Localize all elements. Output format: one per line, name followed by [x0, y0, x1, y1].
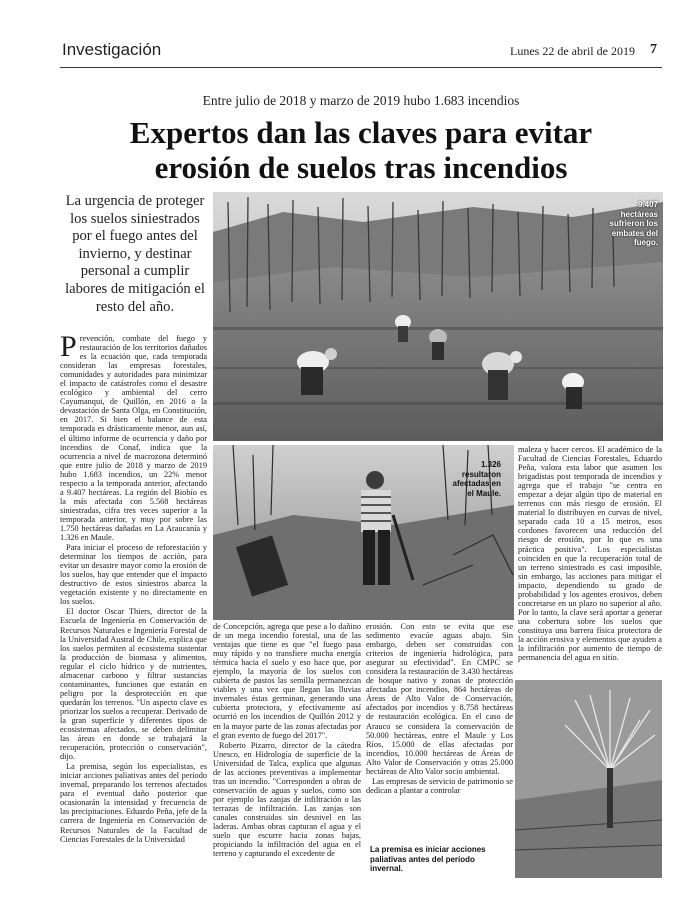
- bottom-photo: [515, 680, 662, 878]
- drop-cap: P: [60, 334, 77, 363]
- body-column-1: [60, 334, 207, 884]
- subhead: La urgencia de proteger los suelos siniestrados por el fuego antes del invierno, y destinar personal a cumplir labores de mitigación el resto del año.: [65, 193, 205, 315]
- body-column-2: [213, 622, 361, 884]
- headline-line-1: Expertos dan las claves para evitar: [129, 115, 593, 150]
- seedling-image: [515, 680, 662, 878]
- middle-photo-caption: 1.326 resultaron afectadas en el Maule.: [452, 460, 501, 498]
- kicker: Entre julio de 2018 y marzo de 2019 hubo 1.683 incendios: [202, 93, 520, 108]
- col2-paragraph-1: de Concepción, agrega que pese a lo dañino de un mega incendio forestal, una de las ventajas que tiene es que "el fuego pasa muy rápido y no transfiere mucha energía térmica hacia el suelo y eso hace que, por ejemplo, la mayoría de los suelos con cubierta de pastos las semilla permanezcan viables y una vez que llegan las lluvias invernales éstas germinan, generando una cubierta protectora, y efectivamente así ocurrió en los incendios de Quillón 2012 y en la mayor parte de las zonas afectadas por el gran evento de fuego del 2017".: [213, 622, 361, 740]
- header-rule: [60, 67, 662, 68]
- issue-date: Lunes 22 de abril de 2019: [510, 44, 635, 58]
- body-column-4: [518, 445, 662, 677]
- col1-paragraph-1: revención, combate del fuego y restauración de los territorios dañados es la ecuación que, cada temporada consideran las empresas forestales, comunidades y autoridades para minimizar el impacto de catástrofes como el desastre ecológico y ambiental del cerro Cayumanqui, de Quillón, en 2016 o la devastación de Santa Olga, en Constitución, en 2017. Si bien el balance de esta temporada es drásticamente menor, aun así, el último informe de ocurrencia y daño por incendios de Conaf, indica que la ocurrencia a nivel de macrozona determinó que entre julio de 2018 y marzo de 2019 hubo 1.683 incendios, un 22% menor respecto a la temporada anterior, afectando a 9.407 hectáreas. La región del Biobío es la más afectada con 5.568 hectáreas siniestradas, cifra tres veces superior a la temporada anterior, y muy por sobre las 1.750 hectáreas dañadas en La Araucanía y 1.326 en Maule.: [60, 334, 207, 543]
- top-photo: [213, 192, 663, 441]
- bottom-photo-caption: La premisa es iniciar acciones paliativas antes del período invernal.: [370, 845, 486, 874]
- col2-paragraph-2: Roberto Pizarro, director de la cátedra Unesco, en Hidrología de superficie de la Universidad de Talca, explica que algunas de las acciones preventivas a implementar tras un incendio. "Corresponden a obras de conservación de aguas y suelos, como son por ejemplo las zanjas de infiltración o las terrazas de infiltración. Las zanjas son canales construidos sin desnivel en las laderas. Ambas obras capturan el agua y el suelo que escurre hacia zonas bajas, propiciando la infiltración del agua en el terreno y capturando el excedente de: [213, 740, 361, 859]
- col3-paragraph-2: Las empresas de servicio de patrimonio se dedican a plantar a controlar: [366, 776, 513, 795]
- top-photo-caption: 9.407 hectáreas sufrieron los embates del fuego.: [609, 200, 658, 248]
- col4-paragraph-1: maleza y hacer cercos. El académico de la Facultad de Ciencias Forestales, Eduardo Peña, valora esta labor que asumen los brigadistas post temporada de incendios y agrega que el trabajo "se centra en empezar a dejar algún tipo de material en terrenos con más riesgo de erosión. El material lo distribuyen en curvas de nivel, separado cada 10 a 15 metros, esos cordones favorecen una reducción del riesgo de erosión, por lo que es una práctica positiva". Los especialistas coinciden en que la recuperación total de un terreno siniestrado es casi imposible, sin embargo, las acciones para mitigar el impacto, dependiendo su grado de probabilidad y los agentes erosivos, deben concretarse en un plazo no superior al año. Por lo tanto, la clave será aportar a generar una cobertura sobre los suelos que constituya una barrera física protectora de la acción erosiva y elementos que ayuden a la infiltración por aumento de tiempo de permanencia del agua en sitio.: [518, 445, 662, 663]
- headline-line-2: erosión de suelos tras incendios: [154, 150, 568, 185]
- forest-workers-image: [213, 192, 663, 441]
- col1-paragraph-2: Para iniciar el proceso de reforestación y determinar los tiempos de acción, para evitar un desastre mayor como la erosión de los suelos, hay que entender que el impacto destructivo de estos siniestros abarca la vegetación existente y no directamente en los suelos.: [60, 543, 207, 607]
- page-number: 7: [650, 42, 657, 57]
- body-column-3: [366, 622, 513, 842]
- headline: [60, 115, 662, 185]
- col1-paragraph-3: El doctor Oscar Thiers, director de la Escuela de Ingeniería en Conservación de Recursos Naturales e Ingeniería Forestal de la Universidad Austral de Chile, explica que los suelos permiten al ecosistema sustentar la producción de biomasa y alimentos, regular el ciclo hídrico y de nutrientes, almacenar carbono y filtrar sustancias contaminantes, funciones que estarán en peligro por la desprotección en que quedarán los terrenos. "Un aspecto clave es priorizar los suelos a recuperar. Derivado de la gran superficie y diferentes tipos de ecosistemas afectados, se deben delimitar las áreas en donde se trabajará la recuperación, protección o conservación", dijo.: [60, 607, 207, 762]
- col1-paragraph-4: La premisa, según los especialistas, es iniciar acciones paliativas antes del período invernal, preparando los terrenos afectados para el eventual daño posterior que ocasionarán la intensidad y frecuencia de las precipitaciones. Eduardo Peña, jefe de la carrera de Ingeniería en Conservación de Recursos Naturales de la Facultad de Ciencias Forestales de la Universidad: [60, 762, 207, 844]
- section-name: Investigación: [62, 40, 162, 59]
- col3-paragraph-1: erosión. Con esto se evita que ese sedimento evacúe aguas abajo. Sin embargo, deben ser construidas con criterios de ingeniería hidrológica, para asegurar su efectividad". En CMPC se considera la restauración de 3.430 hectáreas de bosque nativo y zonas de protección afectadas por incendios, 864 hectáreas de Áreas de Alto Valor de Conservación, afectados por incendios y 8.758 hectáreas de restauración ecológica. En el caso de Arauco se considera la conservación de 50.000 hectáreas, entre el Maule y Los Ríos, 15.000 de ellas afectadas por incendios, 10.000 hectáreas de Áreas de Alto Valor de Conservación y otras 25.000 hectáreas de Alto Valor socio ambiental.: [366, 622, 513, 776]
